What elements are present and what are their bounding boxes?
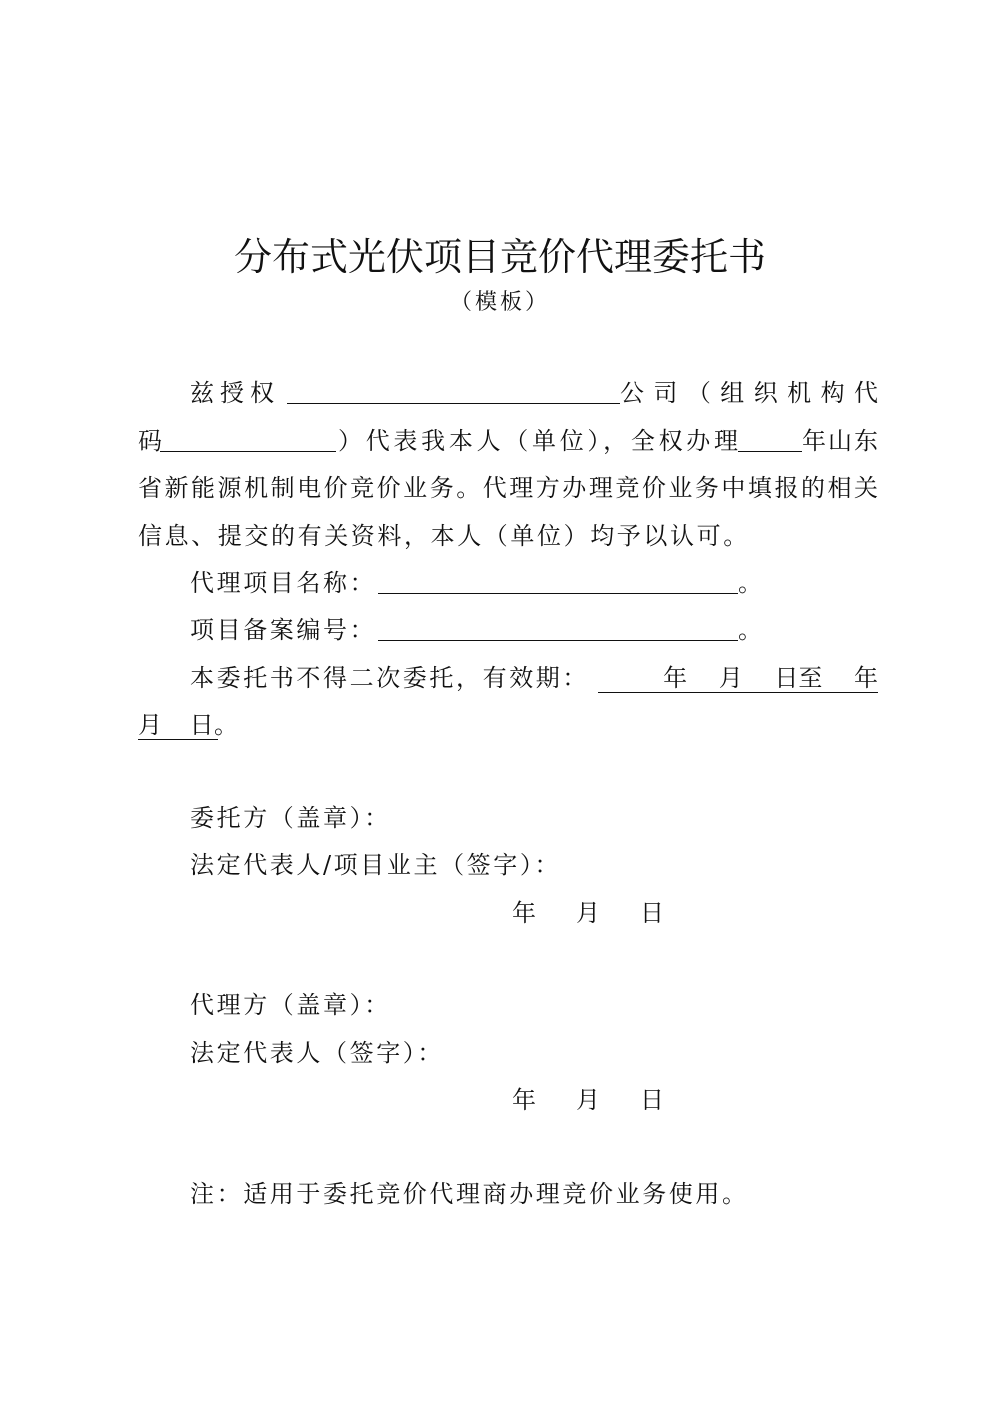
usage-note: 注：适用于委托竞价代理商办理竞价业务使用。 <box>190 1180 749 1208</box>
para1-line1-tail: 公司（组织机构代 <box>620 379 878 407</box>
project-name-blank <box>378 567 738 594</box>
project-name-period: 。 <box>738 569 762 597</box>
para1-line2-label: 码 <box>138 427 162 455</box>
agent-signatory-label: 法定代表人（签字）： <box>190 1039 444 1067</box>
project-filing-blank <box>378 614 738 641</box>
para1-line4: 信息、提交的有关资料，本人（单位）均予以认可。 <box>138 522 750 550</box>
authorized-company-blank <box>287 377 620 404</box>
agent-date <box>512 1082 664 1118</box>
agent-date-month: 月 <box>576 1086 600 1114</box>
validity-dates-line2: 月 日 <box>138 707 218 740</box>
principal-date-month: 月 <box>576 899 600 927</box>
validity-label: 本委托书不得二次委托，有效期： <box>190 664 589 692</box>
validity-dates: 年 月 日至 年 <box>598 660 878 693</box>
project-name-label: 代理项目名称： <box>190 569 377 597</box>
para1-line1-label: 兹授权 <box>190 379 280 407</box>
agent-date-year: 年 <box>512 1086 536 1114</box>
year-blank <box>738 425 802 452</box>
org-code-blank <box>160 425 336 452</box>
para1-line3: 省新能源机制电价竞价业务。代理方办理竞价业务中填报的相关 <box>138 474 878 502</box>
para1-line2-tail: 年山东 <box>802 427 878 455</box>
para1-line2-mid: ）代表我本人（单位），全权办理 <box>338 427 738 455</box>
document-subtitle: （模板） <box>449 290 550 315</box>
agent-date-day: 日 <box>640 1086 664 1114</box>
principal-date <box>512 895 664 931</box>
agent-seal-label: 代理方（盖章）： <box>190 991 391 1019</box>
validity-period: 。 <box>214 711 238 739</box>
project-filing-label: 项目备案编号： <box>190 616 377 644</box>
principal-date-year: 年 <box>512 899 536 927</box>
project-filing-period: 。 <box>738 616 762 644</box>
principal-date-day: 日 <box>640 899 664 927</box>
principal-signatory-label: 法定代表人/项目业主（签字）： <box>190 851 562 879</box>
principal-seal-label: 委托方（盖章）： <box>190 804 391 832</box>
document-title: 分布式光伏项目竞价代理委托书 <box>233 235 766 279</box>
